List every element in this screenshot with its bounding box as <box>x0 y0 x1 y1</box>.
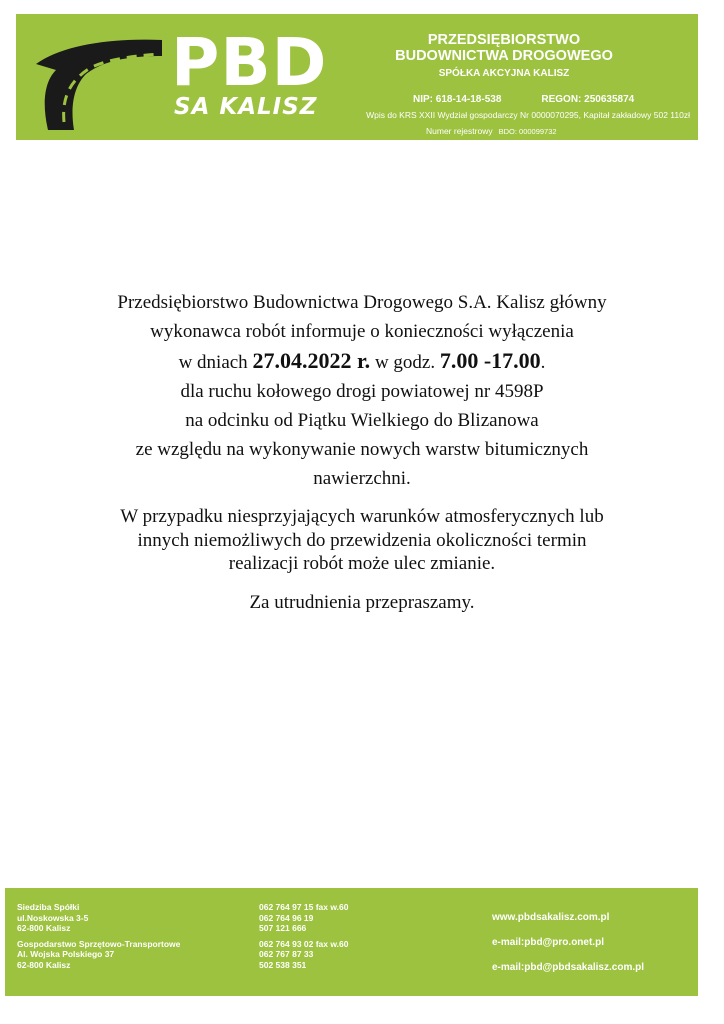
logo-subtitle: SA KALISZ <box>174 94 318 120</box>
krs-registration: Wpis do KRS XXII Wydział gospodarczy Nr 0000070295, Kapitał zakładowy 502 110zł <box>366 110 690 120</box>
notice-body <box>40 288 684 617</box>
regon-number: REGON: 250635874 <box>541 94 635 105</box>
apology-line: Za utrudnienia przepraszamy. <box>249 591 475 613</box>
addresses-column <box>17 902 180 970</box>
company-legal-form: SPÓŁKA AKCYJNA KALISZ <box>438 68 570 79</box>
notice-line: ze względu na wykonywanie nowych warstw bitumicznych <box>135 439 589 460</box>
register-number <box>426 126 557 137</box>
weather-disclaimer <box>40 505 684 576</box>
email-link[interactable]: e-mail:pbd@pbdsakalisz.com.pl <box>492 962 645 973</box>
depot-phone: 502 538 351 <box>259 959 307 970</box>
notice-line: nawierzchni. <box>313 468 411 489</box>
hq-phone: 062 764 96 19 <box>259 912 314 923</box>
closure-hours: 7.00 -17.00 <box>439 348 541 373</box>
footer-banner <box>5 888 696 996</box>
nip-number: NIP: 618-14-18-538 <box>413 94 502 105</box>
footer-edge-divider <box>696 888 698 996</box>
email-link[interactable]: e-mail:pbd@pro.onet.pl <box>492 937 604 948</box>
hq-phone: 062 764 97 15 fax w.60 <box>259 902 349 912</box>
hq-city: 62-800 Kalisz <box>17 923 71 933</box>
hq-street: ul.Noskowska 3-5 <box>17 912 89 923</box>
depot-city: 62-800 Kalisz <box>17 959 71 970</box>
logo-wordmark: PBD <box>171 24 328 101</box>
depot-title: Gospodarstwo Sprzętowo-Transportowe <box>17 938 181 949</box>
notice-line: Przedsiębiorstwo Budownictwa Drogowego S.A. Kalisz główny <box>117 292 607 313</box>
letterhead-banner <box>16 14 698 140</box>
closure-date: 27.04.2022 r. <box>252 348 371 373</box>
road-logo-icon <box>34 34 162 130</box>
depot-street: Al. Wojska Polskiego 37 <box>17 949 115 959</box>
date-line-suffix: . <box>540 352 546 373</box>
website-link[interactable]: www.pbdsakalisz.com.pl <box>492 912 610 923</box>
notice-line: dla ruchu kołowego drogi powiatowej nr 4598P <box>180 381 544 402</box>
notice-line: wykonawca robót informuje o konieczności wyłączenia <box>150 321 574 342</box>
company-name-line1: PRZEDSIĘBIORSTWO <box>427 32 581 48</box>
hours-prefix: w godz. <box>370 352 440 373</box>
bdo-number: BDO: 000099732 <box>498 127 557 136</box>
depot-phone: 062 764 93 02 fax w.60 <box>259 938 349 949</box>
phones-column <box>259 902 348 970</box>
notice-line: realizacji robót może ulec zmianie. <box>228 553 496 574</box>
notice-date-line <box>40 346 684 377</box>
notice-line: na odcinku od Piątku Wielkiego do Blizanowa <box>185 410 539 431</box>
depot-phone: 062 767 87 33 <box>259 949 314 959</box>
notice-line: innych niemożliwych do przewidzenia okoliczności termin <box>137 529 587 551</box>
date-prefix: w dniach <box>178 352 253 373</box>
hq-phone: 507 121 666 <box>259 923 307 933</box>
notice-line: W przypadku niesprzyjających warunków atmosferycznych lub <box>120 506 604 527</box>
register-label: Numer rejestrowy <box>426 126 493 136</box>
company-name-block <box>324 32 684 81</box>
hq-title: Siedziba Spółki <box>17 902 80 912</box>
company-name-line2: BUDOWNICTWA DROGOWEGO <box>395 48 613 64</box>
tax-ids <box>413 94 674 106</box>
web-contact-column <box>492 912 644 987</box>
